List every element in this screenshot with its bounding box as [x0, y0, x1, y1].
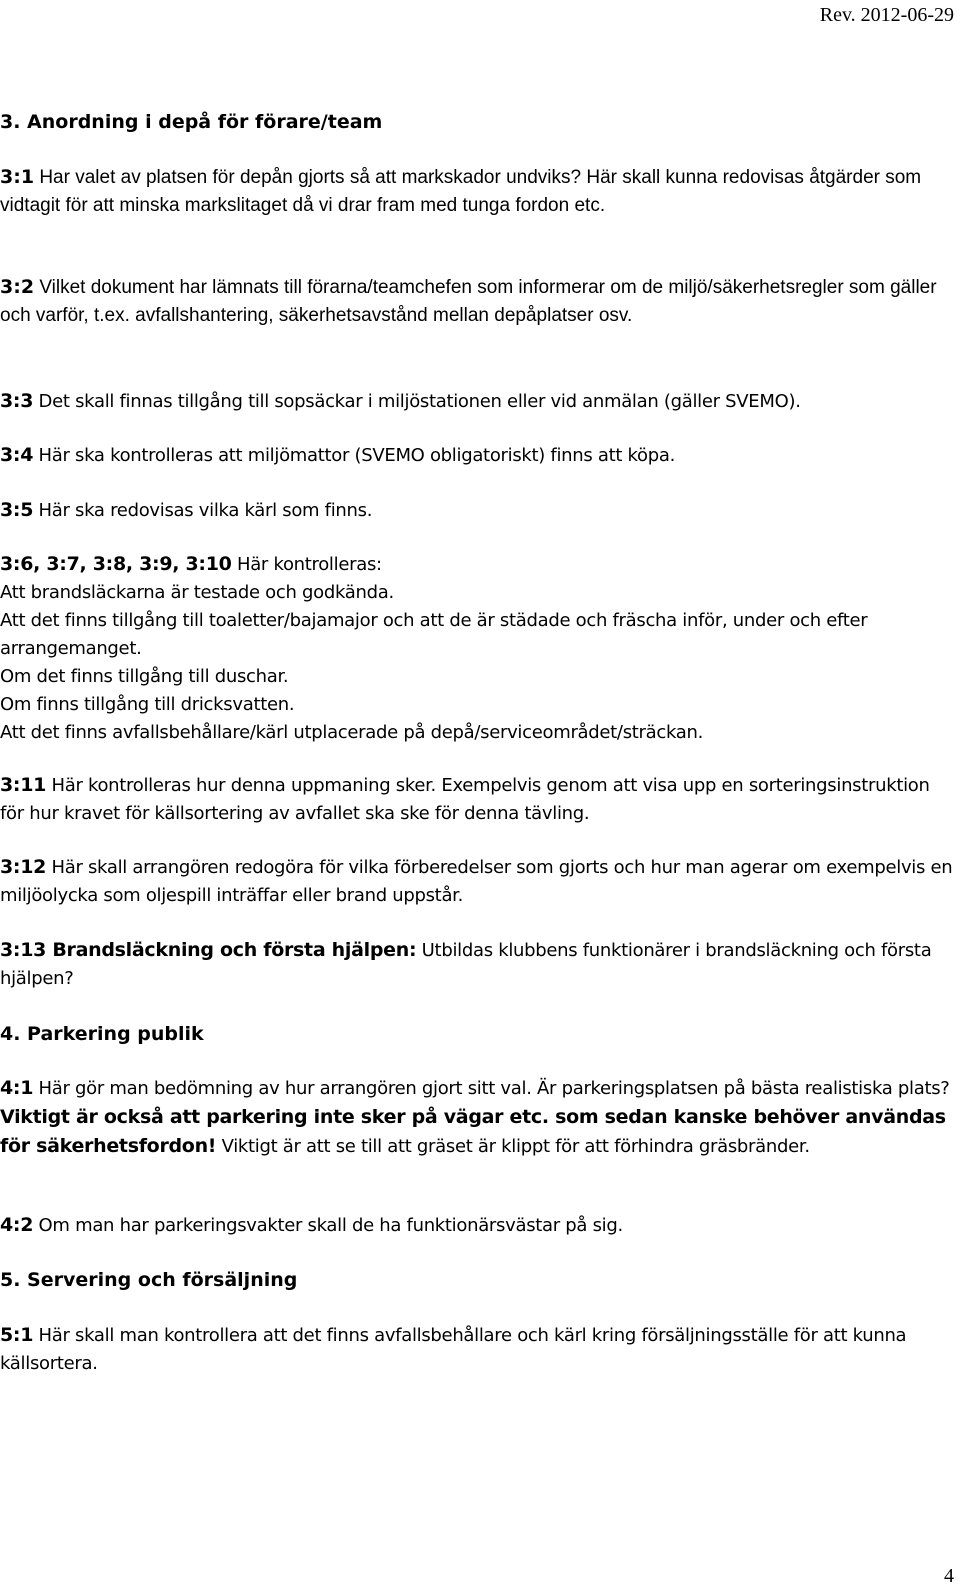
- paragraph-text: Viktigt är att se till att gräset är klippt för att förhindra gräsbränder.: [216, 1136, 810, 1157]
- revision-date: Rev. 2012-06-29: [819, 4, 954, 26]
- paragraph-3-11: [0, 771, 958, 828]
- page-number: 4: [944, 1565, 954, 1587]
- section-4-heading: 4. Parkering publik: [0, 1023, 204, 1045]
- paragraph-text: Det skall finnas tillgång till sopsäckar i miljöstationen eller vid anmälan (gäller SVEMO).: [33, 391, 801, 412]
- checklist-line: Att det finns tillgång till toaletter/bajamajor och att de är städade och fräscha inför, under och efter arrangemanget.: [0, 610, 868, 659]
- paragraph-text: Om man har parkeringsvakter skall de ha funktionärsvästar på sig.: [33, 1215, 623, 1236]
- checklist-line: Att brandsläckarna är testade och godkända.: [0, 582, 394, 603]
- checklist-line: Att det finns avfallsbehållare/kärl utplacerade på depå/serviceområdet/sträckan.: [0, 722, 704, 743]
- paragraph-text: Utbildas klubbens funktionärer i brandsläckning och första hjälpen?: [0, 940, 932, 989]
- paragraph-number: 4:1: [0, 1077, 34, 1099]
- paragraph-3-3: [0, 387, 958, 416]
- paragraph-number: 3:3: [0, 390, 34, 412]
- paragraph-3-2: [0, 273, 958, 330]
- paragraph-number: 3:13 Brandsläckning och första hjälpen:: [0, 939, 417, 961]
- paragraph-3-5: [0, 496, 958, 525]
- paragraph-text: Här skall arrangören redogöra för vilka förberedelser som gjorts och hur man agerar om exempelvis en miljöolycka som oljespill inträffar eller brand uppstår.: [0, 857, 953, 906]
- paragraph-text: Här ska kontrolleras att miljömattor (SVEMO obligatoriskt) finns att köpa.: [33, 445, 676, 466]
- paragraph-text: Här kontrolleras:: [231, 554, 382, 575]
- checklist-line: Om finns tillgång till dricksvatten.: [0, 694, 295, 715]
- paragraph-3-1: [0, 163, 958, 220]
- paragraph-3-4: [0, 441, 958, 470]
- paragraph-number: 3:4: [0, 444, 34, 466]
- paragraph-number: 3:5: [0, 499, 34, 521]
- paragraph-text: Här gör man bedömning av hur arrangören gjort sitt val. Är parkeringsplatsen på bästa realistiska plats?: [33, 1078, 950, 1099]
- paragraph-3-12: [0, 853, 958, 910]
- paragraph-4-2: [0, 1211, 958, 1240]
- section-3-heading: 3. Anordning i depå för förare/team: [0, 111, 383, 133]
- paragraph-number: 3:2: [0, 276, 35, 298]
- paragraph-number: 5:1: [0, 1324, 34, 1346]
- section-5-heading: 5. Servering och försäljning: [0, 1269, 298, 1291]
- paragraph-number: 3:6, 3:7, 3:8, 3:9, 3:10: [0, 553, 232, 575]
- paragraph-text: Här ska redovisas vilka kärl som finns.: [33, 500, 373, 521]
- paragraph-text: Har valet av platsen för depån gjorts så att markskador undviks? Här skall kunna redovisas åtgärder som vidtagit för att minska markslitaget då vi drar fram med tunga fordon etc.: [0, 167, 922, 216]
- paragraph-number: 3:11: [0, 774, 47, 796]
- paragraph-intro: [0, 550, 958, 579]
- paragraph-text: Här skall man kontrollera att det finns avfallsbehållare och kärl kring försäljningsställe för att kunna källsortera.: [0, 1325, 907, 1374]
- paragraph-text: Vilket dokument har lämnats till förarna/teamchefen som informerar om de miljö/säkerhetsregler som gäller och varför, t.ex. avfallshantering, säkerhetsavstånd mellan depåplatser osv.: [0, 277, 937, 326]
- paragraph-number: 4:2: [0, 1214, 34, 1236]
- checklist-line: Om det finns tillgång till duschar.: [0, 666, 289, 687]
- paragraph-emphasis: Viktigt är också att parkering inte sker på vägar etc. som sedan kanske behöver användas för säkerhetsfordon!: [0, 1106, 946, 1157]
- paragraph-3-6-to-3-10: [0, 550, 958, 747]
- paragraph-number: 3:12: [0, 856, 47, 878]
- paragraph-3-13: [0, 936, 958, 993]
- paragraph-5-1: [0, 1321, 958, 1378]
- paragraph-text: Här kontrolleras hur denna uppmaning sker. Exempelvis genom att visa upp en sorteringsinstruktion för hur kravet för källsortering av avfallet ska ske för denna tävling.: [0, 775, 930, 824]
- paragraph-number: 3:1: [0, 166, 35, 188]
- paragraph-4-1: [0, 1074, 958, 1161]
